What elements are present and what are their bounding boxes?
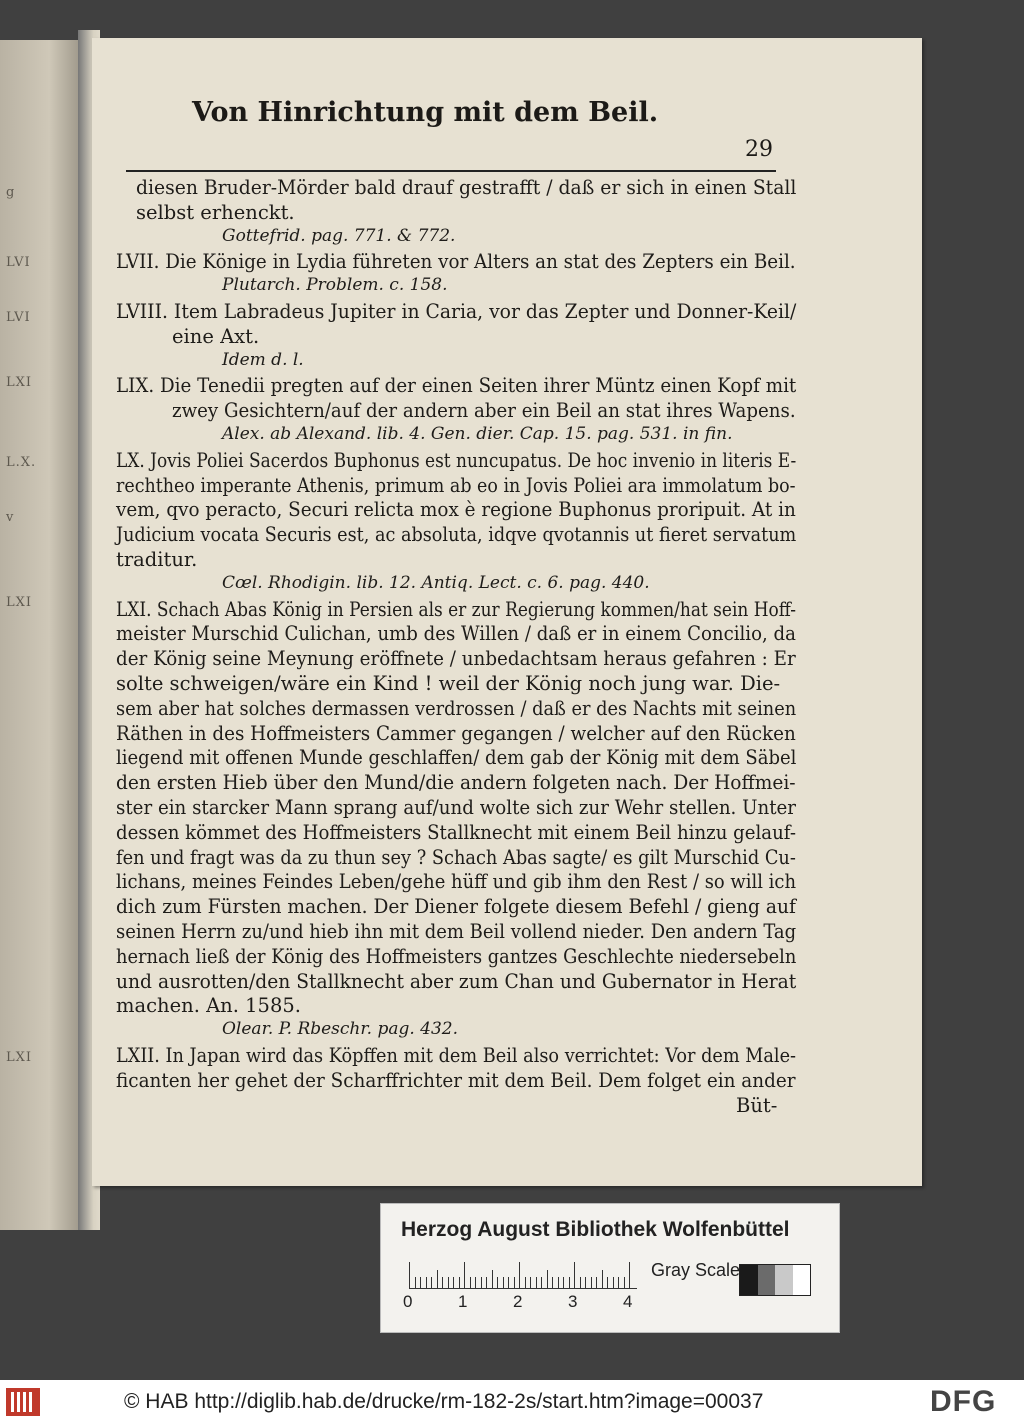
citation-line: Alex. ab Alexand. lib. 4. Gen. dier. Cap. 15. pag. 531. in fin. bbox=[222, 424, 733, 444]
ruler-tick bbox=[602, 1270, 603, 1288]
ruler-tick bbox=[547, 1270, 548, 1288]
text-line: selbst erhenckt. bbox=[136, 200, 295, 224]
scale-number: 1 bbox=[458, 1292, 468, 1311]
ruler-tick bbox=[497, 1277, 498, 1288]
text-line: LVII. Die Könige in Lydia führeten vor Alters an stat des Zepters ein Beil. bbox=[116, 250, 796, 274]
left-page-fragment: g bbox=[6, 185, 16, 200]
text-line: Judicium vocata Securis est, ac absoluta, idqve qvotannis ut fieret servatum bbox=[116, 523, 797, 547]
text-line: fen und fragt was da zu thun sey ? Schach Abas sagte/ es gilt Murschid Cu- bbox=[116, 845, 796, 869]
page-number: 29 bbox=[745, 137, 773, 162]
text-line: zwey Gesichtern/auf der andern aber ein Beil an stat ihres Wapens. bbox=[172, 399, 796, 423]
text-line: LXI. Schach Abas König in Persien als er zur Regierung kommen/hat sein Hoff- bbox=[116, 597, 796, 621]
text-line: LIX. Die Tenedii pregten auf der einen Seiten ihrer Müntz einen Kopf mit bbox=[116, 374, 797, 398]
running-head: Von Hinrichtung mit dem Beil. bbox=[192, 97, 659, 128]
ruler-tick bbox=[470, 1277, 471, 1288]
ruler-tick bbox=[492, 1270, 493, 1288]
ruler-tick bbox=[503, 1277, 504, 1288]
text-line: meister Murschid Culichan, umb des Willen / daß er in einem Concilio, da bbox=[116, 622, 796, 646]
text-line: lichans, meines Feindes Leben/gehe hüff und gib ihm den Rest / so will ich bbox=[116, 870, 797, 894]
left-page-fragment: LXI bbox=[6, 1050, 33, 1065]
text-line: solte schweigen/wäre ein Kind ! weil der König noch jung war. Die- bbox=[116, 672, 781, 695]
color-calibration-bar bbox=[380, 1203, 840, 1333]
scale-number: 4 bbox=[623, 1292, 633, 1311]
ruler-tick bbox=[574, 1262, 575, 1288]
ruler-tick bbox=[426, 1277, 427, 1288]
ruler-tick bbox=[525, 1277, 526, 1288]
text-line: seinen Herrn zu/und hieb ihn mit dem Beil vollend nieder. Den andern Tag bbox=[116, 920, 797, 943]
ruler-tick bbox=[629, 1262, 630, 1288]
citation-line: Cœl. Rhodigin. lib. 12. Antiq. Lect. c. 6. pag. 440. bbox=[222, 572, 650, 593]
ruler-tick bbox=[459, 1277, 460, 1288]
ruler-tick bbox=[448, 1277, 449, 1288]
left-page-fragment: LXI bbox=[6, 595, 33, 610]
ruler-tick bbox=[409, 1262, 410, 1288]
ruler-tick bbox=[607, 1277, 608, 1288]
text-line: Büt- bbox=[736, 1093, 778, 1117]
ruler-tick bbox=[591, 1277, 592, 1288]
text-line: sem aber hat solches dermassen verdrossen / daß er des Nachts mit seinen bbox=[116, 696, 797, 720]
text-line: LXII. In Japan wird das Köpffen mit dem Beil also verrichtet: Vor dem Male- bbox=[116, 1044, 797, 1067]
left-page-fragment: LVI bbox=[6, 310, 31, 325]
ruler-tick bbox=[558, 1277, 559, 1288]
left-page-edge bbox=[0, 40, 82, 1230]
ruler-tick bbox=[514, 1277, 515, 1288]
ruler-tick bbox=[613, 1277, 614, 1288]
ruler-tick bbox=[453, 1277, 454, 1288]
text-line: dessen kömmet des Hoffmeisters Stallknecht mit einem Beil hinzu gelauf- bbox=[116, 820, 796, 844]
ruler-tick bbox=[519, 1262, 520, 1288]
ruler-tick bbox=[508, 1277, 509, 1288]
ruler-tick bbox=[552, 1277, 553, 1288]
citation-line: Idem d. l. bbox=[222, 349, 304, 370]
text-line: und ausrotten/den Stallknecht aber zum Chan und Gubernator in Herat bbox=[116, 969, 797, 993]
text-line: ster ein starcker Mann sprang auf/und wolte sich zur Wehr stellen. Unter bbox=[116, 796, 797, 819]
left-page-fragment: LVI bbox=[6, 255, 31, 270]
text-line: liegend mit offenen Munde geschlaffen/ dem gab der König mit dem Säbel bbox=[116, 746, 797, 770]
footer-bar bbox=[0, 1380, 1024, 1425]
scale-number: 0 bbox=[403, 1292, 413, 1311]
ruler-tick bbox=[530, 1277, 531, 1288]
ruler-tick bbox=[415, 1277, 416, 1288]
scale-number: 3 bbox=[568, 1292, 578, 1311]
ruler-tick bbox=[569, 1277, 570, 1288]
citation-line: Olear. P. Rbeschr. pag. 432. bbox=[222, 1019, 458, 1040]
left-page-fragment: L.X. bbox=[6, 455, 37, 470]
text-line: machen. An. 1585. bbox=[116, 994, 301, 1018]
swatch bbox=[740, 1265, 758, 1295]
text-line: traditur. bbox=[116, 548, 198, 571]
ruler-tick bbox=[624, 1277, 625, 1288]
ruler-tick bbox=[475, 1277, 476, 1288]
text-line: dich zum Fürsten machen. Der Diener folgete diesem Befehl / gieng auf bbox=[116, 895, 796, 919]
citation-line: Gottefrid. pag. 771. & 772. bbox=[222, 225, 456, 246]
left-page-fragment: v bbox=[6, 510, 15, 525]
grayscale-label: Gray Scale bbox=[651, 1260, 741, 1280]
ruler-tick bbox=[464, 1262, 465, 1288]
text-line: der König seine Meynung eröffnete / unbedachtsam heraus gefahren : Er bbox=[116, 647, 796, 671]
ruler-tick bbox=[596, 1277, 597, 1288]
scale-number: 2 bbox=[513, 1292, 523, 1311]
ruler-tick bbox=[431, 1277, 432, 1288]
text-line: LX. Jovis Poliei Sacerdos Buphonus est nuncupatus. De hoc invenio in literis E- bbox=[116, 448, 797, 472]
swatch bbox=[775, 1265, 793, 1295]
ruler-tick bbox=[442, 1277, 443, 1288]
text-line: eine Axt. bbox=[172, 324, 260, 348]
source-url[interactable]: © HAB http://diglib.hab.de/drucke/rm-182-2s/start.htm?image=00037 bbox=[124, 1390, 764, 1413]
citation-line: Plutarch. Problem. c. 158. bbox=[222, 275, 448, 296]
text-line: hernach ließ der König des Hoffmeisters gantzes Geschlechte niedersebeln bbox=[116, 944, 797, 968]
ruler-tick bbox=[618, 1277, 619, 1288]
library-name: Herzog August Bibliothek Wolfenbüttel bbox=[401, 1218, 790, 1241]
swatch bbox=[758, 1265, 776, 1295]
dfg-logo: DFG bbox=[930, 1385, 997, 1418]
text-block bbox=[116, 170, 797, 1117]
text-line: LVIII. Item Labradeus Jupiter in Caria, vor das Zepter und Donner-Keil/ bbox=[116, 300, 797, 323]
hab-logo-icon bbox=[6, 1388, 40, 1416]
ruler-tick bbox=[486, 1277, 487, 1288]
grayscale-swatches bbox=[739, 1264, 811, 1296]
ruler-tick bbox=[536, 1277, 537, 1288]
ruler-tick bbox=[437, 1270, 438, 1288]
text-line: ficanten her gehet der Scharffrichter mit dem Beil. Dem folget ein ander bbox=[116, 1068, 796, 1092]
text-line: vem, qvo peracto, Securi relicta mox è regione Buphonus proripuit. At in bbox=[116, 498, 796, 522]
ruler-tick bbox=[585, 1277, 586, 1288]
ruler-tick bbox=[481, 1277, 482, 1288]
left-page-fragment: LXI bbox=[6, 375, 33, 390]
ruler-tick bbox=[580, 1277, 581, 1288]
text-line: rechtheo imperante Athenis, primum ab eo in Jovis Poliei ara immolatum bo- bbox=[116, 473, 796, 497]
text-line: den ersten Hieb über den Mund/die andern folgeten nach. Der Hoffmei- bbox=[116, 771, 796, 795]
ruler-tick bbox=[420, 1277, 421, 1288]
ruler-tick bbox=[563, 1277, 564, 1288]
ruler bbox=[409, 1260, 637, 1289]
swatch bbox=[793, 1265, 811, 1295]
text-line: diesen Bruder-Mörder bald drauf gestrafft / daß er sich in einen Stall bbox=[136, 176, 797, 199]
text-line: Räthen in des Hoffmeisters Cammer gegangen / welcher auf den Rücken bbox=[116, 721, 796, 745]
ruler-tick bbox=[541, 1277, 542, 1288]
